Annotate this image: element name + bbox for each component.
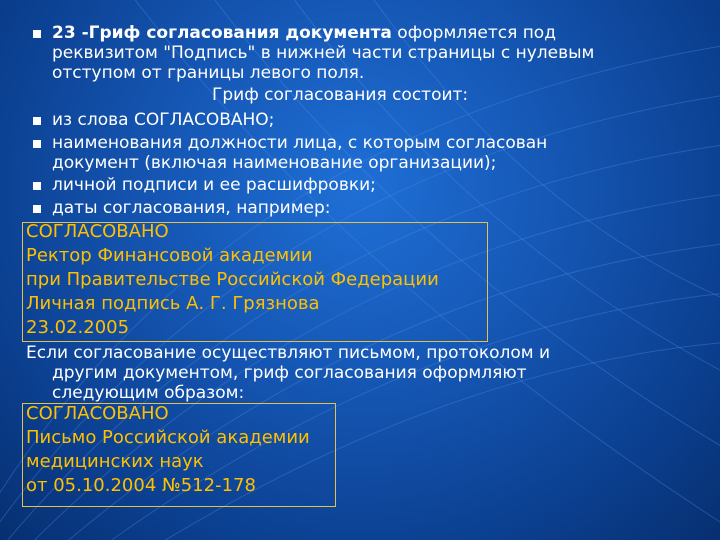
example-2-line-4: от 05.10.2004 №512-178 bbox=[26, 475, 256, 496]
example-1-line-4: Личная подпись А. Г. Грязнова bbox=[26, 293, 320, 314]
paragraph-2-line-3: следующим образом: bbox=[52, 383, 245, 403]
bullet-marker bbox=[33, 140, 41, 148]
bullet-marker bbox=[33, 182, 41, 190]
example-2-line-3: медицинских наук bbox=[26, 451, 204, 472]
bullet-marker bbox=[33, 30, 41, 38]
example-2-line-2: Письмо Российской академии bbox=[26, 427, 310, 448]
example-1-line-1: СОГЛАСОВАНО bbox=[26, 221, 169, 242]
paragraph-2-line-2: другим документом, гриф согласования оформляют bbox=[52, 363, 527, 383]
bullet-marker bbox=[33, 117, 41, 125]
paragraph-1-bold: 23 -Гриф согласования документа bbox=[52, 23, 392, 43]
bullet-1-text: из слова СОГЛАСОВАНО; bbox=[52, 110, 275, 130]
bullet-2-line-2: документ (включая наименование организации); bbox=[52, 153, 497, 173]
paragraph-2-line-1: Если согласование осуществляют письмом, протоколом и bbox=[26, 343, 551, 363]
paragraph-1-line-1 bbox=[52, 23, 556, 43]
bullet-3-text: личной подписи и ее расшифровки; bbox=[52, 175, 376, 195]
example-2-line-1: СОГЛАСОВАНО bbox=[26, 403, 169, 424]
paragraph-1-rest: оформляется под bbox=[391, 23, 556, 43]
bullet-marker bbox=[33, 205, 41, 213]
bullet-4-text: даты согласования, например: bbox=[52, 198, 331, 218]
example-1-line-5: 23.02.2005 bbox=[26, 317, 130, 338]
example-1-line-3: при Правительстве Российской Федерации bbox=[26, 269, 439, 290]
paragraph-1-line-3: отступом от границы левого поля. bbox=[52, 63, 365, 83]
example-1-line-2: Ректор Финансовой академии bbox=[26, 245, 313, 266]
bullet-2-line-1: наименования должности лица, с которым согласован bbox=[52, 133, 548, 153]
centered-heading: Гриф согласования состоит: bbox=[212, 85, 469, 105]
paragraph-1-line-2: реквизитом "Подпись" в нижней части страницы с нулевым bbox=[52, 43, 595, 63]
